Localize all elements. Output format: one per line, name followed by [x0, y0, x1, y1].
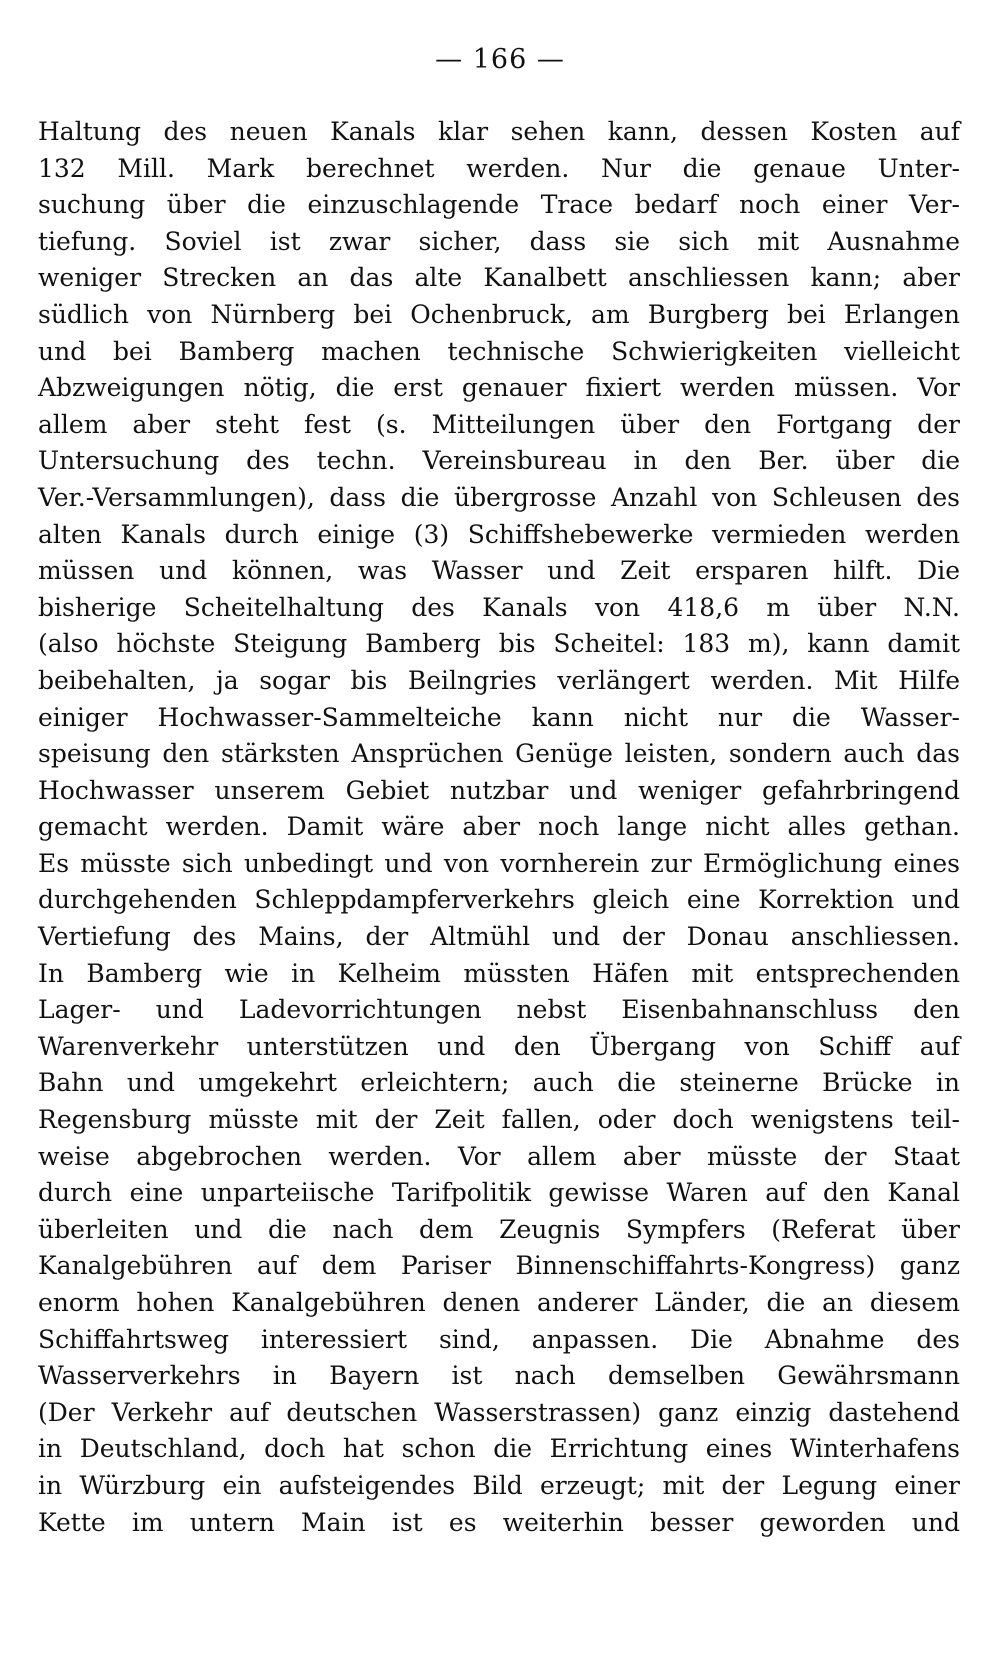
text-line: (Der Verkehr auf deutschen Wasserstrassen) ganz einzig dastehend	[38, 1397, 960, 1427]
text-line: gemacht werden. Damit wäre aber noch lange nicht alles gethan.	[38, 812, 960, 842]
text-line: und bei Bamberg machen technische Schwierigkeiten vielleicht	[38, 336, 960, 366]
text-line: Ver.-Versammlungen), dass die übergrosse Anzahl von Schleusen des	[38, 482, 960, 512]
text-line: Kette im untern Main ist es weiterhin besser geworden und	[38, 1507, 960, 1537]
text-line: beibehalten, ja sogar bis Beilngries verlängert werden. Mit Hilfe	[38, 665, 960, 695]
text-line: 132 Mill. Mark berechnet werden. Nur die genaue Unter-	[38, 153, 960, 183]
text-line: (also höchste Steigung Bamberg bis Scheitel: 183 m), kann damit	[38, 629, 960, 659]
text-line: südlich von Nürnberg bei Ochenbruck, am Burgberg bei Erlangen	[38, 299, 960, 329]
text-line: Vertiefung des Mains, der Altmühl und der Donau anschliessen.	[38, 922, 960, 952]
text-line: Es müsste sich unbedingt und von vornherein zur Ermöglichung eines	[38, 848, 960, 878]
text-line: Wasserverkehrs in Bayern ist nach demselben Gewährsmann	[38, 1361, 960, 1391]
text-line: bisherige Scheitelhaltung des Kanals von 418,6 m über N.N.	[38, 592, 960, 622]
text-line: Haltung des neuen Kanals klar sehen kann, dessen Kosten auf	[38, 117, 960, 146]
text-line: durchgehenden Schleppdampferverkehrs gleich eine Korrektion und	[38, 885, 960, 915]
text-line: suchung über die einzuschlagende Trace bedarf noch einer Ver-	[38, 190, 960, 220]
page-number: — 166 —	[435, 44, 565, 75]
text-line: enorm hohen Kanalgebühren denen anderer Länder, die an diesem	[38, 1288, 960, 1317]
text-line: Warenverkehr unterstützen und den Übergang von Schiff auf	[38, 1031, 960, 1061]
text-line: in Deutschland, doch hat schon die Errichtung eines Winterhafens	[38, 1434, 960, 1464]
text-line: einiger Hochwasser-Sammelteiche kann nicht nur die Wasser-	[38, 702, 960, 732]
text-line: durch eine unparteiische Tarifpolitik gewisse Waren auf den Kanal	[38, 1178, 960, 1208]
text-line: in Würzburg ein aufsteigendes Bild erzeugt; mit der Legung einer	[38, 1470, 960, 1500]
text-line: Schiffahrtsweg interessiert sind, anpassen. Die Abnahme des	[38, 1324, 960, 1354]
text-line: tiefung. Soviel ist zwar sicher, dass sie sich mit Ausnahme	[38, 226, 960, 256]
text-line: überleiten und die nach dem Zeugnis Sympfers (Referat über	[38, 1214, 960, 1244]
text-line: alten Kanals durch einige (3) Schiffshebewerke vermieden werden	[38, 519, 960, 549]
text-line: Untersuchung des techn. Vereinsbureau in den Ber. über die	[38, 446, 960, 476]
text-line: müssen und können, was Wasser und Zeit ersparen hilft. Die	[38, 556, 960, 586]
text-line: Bahn und umgekehrt erleichtern; auch die steinerne Brücke in	[38, 1068, 960, 1098]
body-text	[38, 114, 960, 1541]
text-line: In Bamberg wie in Kelheim müssten Häfen mit entsprechenden	[38, 958, 960, 988]
text-line: allem aber steht fest (s. Mitteilungen über den Fortgang der	[38, 409, 960, 439]
text-line: speisung den stärksten Ansprüchen Genüge leisten, sondern auch das	[38, 739, 960, 769]
text-line: Abzweigungen nötig, die erst genauer fixiert werden müssen. Vor	[38, 373, 960, 403]
text-line: Regensburg müsste mit der Zeit fallen, oder doch wenigstens teil-	[38, 1105, 960, 1135]
text-line: weise abgebrochen werden. Vor allem aber müsste der Staat	[38, 1141, 960, 1171]
text-line: Lager- und Ladevorrichtungen nebst Eisenbahnanschluss den	[38, 995, 960, 1025]
text-line: Kanalgebühren auf dem Pariser Binnenschiffahrts-Kongress) ganz	[38, 1251, 960, 1281]
text-line: weniger Strecken an das alte Kanalbett anschliessen kann; aber	[38, 263, 960, 293]
text-line: Hochwasser unserem Gebiet nutzbar und weniger gefahrbringend	[38, 775, 960, 805]
